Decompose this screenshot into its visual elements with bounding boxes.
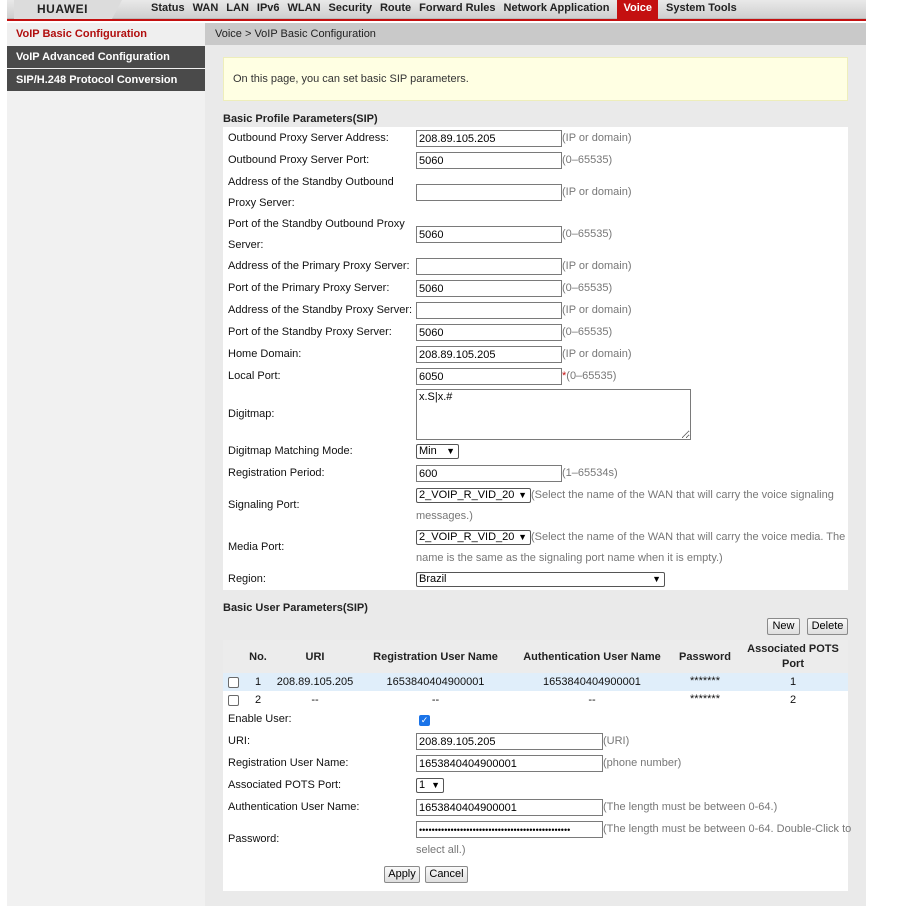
local-port-input[interactable] — [416, 368, 562, 385]
chevron-down-icon: ▼ — [518, 532, 527, 542]
primary-proxy-address-input[interactable] — [416, 258, 562, 275]
outbound-proxy-port-label: Outbound Proxy Server Port: — [228, 154, 370, 166]
registration-user-row — [223, 753, 848, 774]
nav-voice[interactable]: Voice — [617, 0, 658, 19]
signaling-port-row — [223, 485, 848, 527]
digitmap-textarea[interactable] — [416, 389, 691, 440]
password-input[interactable] — [416, 821, 603, 838]
uri-label: URI: — [228, 735, 250, 747]
local-port-hint-wrap — [562, 366, 616, 387]
sidebar-item-protocol-conversion[interactable]: SIP/H.248 Protocol Conversion — [7, 69, 205, 91]
row-select-checkbox[interactable] — [228, 677, 239, 688]
nav-system-tools[interactable]: System Tools — [666, 2, 737, 14]
row-no: 2 — [254, 694, 262, 706]
registration-user-hint: (phone number) — [603, 757, 682, 769]
standby-outbound-address-input[interactable] — [416, 184, 562, 201]
nav-route[interactable]: Route — [379, 2, 412, 14]
registration-user-input[interactable] — [416, 755, 603, 772]
authentication-user-hint: (The length must be between 0-64.) — [603, 801, 778, 813]
authentication-user-row — [223, 797, 848, 818]
delete-button[interactable]: Delete — [807, 618, 848, 635]
enable-user-row — [223, 709, 848, 730]
row-authentication-user: 1653840404900001 — [543, 676, 641, 688]
nav-wan[interactable]: WAN — [192, 2, 219, 14]
home-domain-row — [223, 344, 848, 365]
digitmap-row — [223, 388, 848, 441]
outbound-proxy-port-row — [223, 150, 848, 171]
password-label: Password: — [228, 833, 280, 845]
digitmap-mode-select[interactable] — [416, 444, 459, 459]
chevron-down-icon: ▼ — [652, 574, 661, 584]
row-uri: -- — [311, 694, 319, 706]
table-row[interactable] — [223, 691, 848, 709]
nav-accent-line — [7, 19, 866, 21]
col-authentication-user: Authentication User Name — [523, 651, 661, 663]
nav-network-application[interactable]: Network Application — [503, 2, 610, 14]
password-row — [223, 819, 852, 861]
standby-outbound-address-label-cont: Proxy Server: — [228, 197, 295, 209]
breadcrumb: Voice > VoIP Basic Configuration — [205, 23, 866, 45]
registration-period-label: Registration Period: — [228, 467, 325, 479]
password-hint-cont: select all.) — [416, 844, 466, 856]
nav-lan[interactable]: LAN — [226, 2, 249, 14]
media-port-label: Media Port: — [228, 541, 285, 553]
row-password: ******* — [690, 675, 720, 687]
outbound-proxy-port-input[interactable] — [416, 152, 562, 169]
registration-user-label: Registration User Name: — [228, 757, 349, 769]
row-authentication-user: -- — [588, 694, 596, 706]
standby-outbound-port-input[interactable] — [416, 226, 562, 243]
col-pots: Associated POTS — [747, 643, 839, 655]
logo-divider — [112, 0, 122, 19]
profile-panel — [223, 127, 848, 590]
standby-outbound-port-row — [223, 214, 848, 256]
outbound-proxy-address-input[interactable] — [416, 130, 562, 147]
sidebar — [7, 23, 205, 906]
nav-security[interactable]: Security — [328, 2, 372, 14]
pots-port-select[interactable] — [416, 778, 444, 793]
row-select-checkbox[interactable] — [228, 695, 239, 706]
standby-proxy-port-input[interactable] — [416, 324, 562, 341]
primary-proxy-port-hint: (0–65535) — [562, 282, 613, 294]
main-nav — [147, 0, 741, 19]
standby-outbound-port-label: Port of the Standby Outbound Proxy — [228, 218, 405, 230]
row-pots: 2 — [789, 694, 797, 706]
chevron-down-icon: ▼ — [446, 446, 455, 456]
row-no: 1 — [254, 676, 262, 688]
standby-outbound-port-label-cont: Server: — [228, 239, 264, 251]
nav-wlan[interactable]: WLAN — [287, 2, 321, 14]
info-banner: On this page, you can set basic SIP parameters. — [223, 57, 848, 101]
col-uri: URI — [305, 651, 325, 663]
authentication-user-input[interactable] — [416, 799, 603, 816]
outbound-proxy-port-hint: (0–65535) — [562, 154, 613, 166]
row-registration-user: 1653840404900001 — [386, 676, 485, 688]
registration-period-input[interactable] — [416, 465, 562, 482]
top-nav-bar — [7, 0, 866, 19]
enable-user-label: Enable User: — [228, 713, 292, 725]
outbound-proxy-address-hint: (IP or domain) — [562, 132, 632, 144]
standby-proxy-address-hint: (IP or domain) — [562, 304, 632, 316]
chevron-down-icon: ▼ — [518, 490, 527, 500]
local-port-row — [223, 366, 848, 387]
uri-input[interactable] — [416, 733, 603, 750]
pots-port-label: Associated POTS Port: — [228, 779, 342, 791]
primary-proxy-port-label: Port of the Primary Proxy Server: — [228, 282, 390, 294]
standby-proxy-port-row — [223, 322, 848, 343]
home-domain-input[interactable] — [416, 346, 562, 363]
signaling-port-value: 2_VOIP_R_VID_20 — [419, 489, 515, 501]
standby-outbound-address-row — [223, 172, 848, 214]
media-port-row — [223, 527, 848, 569]
col-password: Password — [679, 651, 731, 663]
col-pots-cont: Port — [782, 658, 804, 670]
standby-outbound-port-hint: (0–65535) — [562, 228, 613, 240]
authentication-user-label: Authentication User Name: — [228, 801, 360, 813]
row-uri: 208.89.105.205 — [276, 676, 354, 688]
new-button[interactable]: New — [767, 618, 800, 635]
signaling-port-hint: (Select the name of the WAN that will carry the voice signaling — [531, 489, 834, 501]
home-domain-hint: (IP or domain) — [562, 348, 632, 360]
profile-section-title: Basic Profile Parameters(SIP) — [223, 113, 378, 125]
region-value: Brazil — [419, 573, 447, 585]
password-hint: (The length must be between 0-64. Double-Click to — [603, 823, 852, 835]
required-marker: * — [562, 370, 567, 382]
standby-proxy-port-hint: (0–65535) — [562, 326, 613, 338]
pots-port-value: 1 — [419, 779, 426, 791]
digitmap-mode-row — [223, 441, 848, 462]
media-port-hint: (Select the name of the WAN that will carry the voice media. The — [531, 531, 846, 543]
media-port-value: 2_VOIP_R_VID_20 — [419, 531, 515, 543]
table-row[interactable] — [223, 673, 848, 691]
standby-proxy-address-row — [223, 300, 848, 321]
region-select[interactable] — [416, 572, 665, 587]
signaling-port-hint-cont: messages.) — [416, 510, 473, 522]
nav-status[interactable]: Status — [151, 2, 185, 14]
signaling-port-select[interactable] — [416, 488, 531, 503]
primary-proxy-address-hint: (IP or domain) — [562, 260, 632, 272]
sidebar-item-voip-advanced[interactable]: VoIP Advanced Configuration — [7, 46, 205, 68]
region-row — [223, 569, 848, 590]
enable-user-checkbox[interactable]: ✓ — [420, 715, 429, 725]
primary-proxy-address-row — [223, 256, 848, 277]
digitmap-mode-label: Digitmap Matching Mode: — [228, 445, 353, 457]
users-panel — [223, 640, 852, 891]
home-domain-label: Home Domain: — [228, 348, 302, 360]
primary-proxy-port-input[interactable] — [416, 280, 562, 297]
registration-period-hint: (1–65534s) — [562, 467, 618, 479]
local-port-hint: (0–65535) — [566, 370, 617, 382]
nav-ipv6[interactable]: IPv6 — [256, 2, 280, 14]
col-registration-user: Registration User Name — [373, 651, 498, 663]
standby-proxy-address-input[interactable] — [416, 302, 562, 319]
main-content — [205, 23, 866, 906]
primary-proxy-port-row — [223, 278, 848, 299]
huawei-logo: HUAWEI — [14, 0, 112, 19]
row-password: ******* — [690, 693, 720, 705]
col-no: No. — [249, 651, 267, 663]
pots-port-row — [223, 775, 848, 796]
uri-hint: (URI) — [603, 735, 630, 747]
row-pots: 1 — [789, 676, 797, 688]
apply-button[interactable]: Apply — [384, 866, 420, 883]
signaling-port-label: Signaling Port: — [228, 499, 300, 511]
chevron-down-icon: ▼ — [431, 780, 440, 790]
row-registration-user: -- — [431, 694, 440, 706]
standby-proxy-address-label: Address of the Standby Proxy Server: — [228, 304, 413, 316]
primary-proxy-address-label: Address of the Primary Proxy Server: — [228, 260, 410, 272]
standby-outbound-address-label: Address of the Standby Outbound — [228, 176, 394, 188]
users-table-header — [223, 640, 848, 673]
cancel-button[interactable]: Cancel — [425, 866, 468, 883]
region-label: Region: — [228, 573, 266, 585]
sidebar-item-voip-basic[interactable]: VoIP Basic Configuration — [7, 23, 205, 45]
outbound-proxy-address-row — [223, 128, 848, 149]
outbound-proxy-address-label: Outbound Proxy Server Address: — [228, 132, 389, 144]
local-port-label: Local Port: — [228, 370, 281, 382]
media-port-hint-cont: name is the same as the signaling port name when it is empty.) — [416, 552, 723, 564]
standby-proxy-port-label: Port of the Standby Proxy Server: — [228, 326, 392, 338]
users-section-title: Basic User Parameters(SIP) — [223, 602, 368, 614]
standby-outbound-address-hint: (IP or domain) — [562, 186, 632, 198]
registration-period-row — [223, 463, 848, 484]
digitmap-label: Digitmap: — [228, 408, 275, 420]
digitmap-mode-value: Min — [419, 445, 437, 457]
media-port-select[interactable] — [416, 530, 531, 545]
nav-forward-rules[interactable]: Forward Rules — [419, 2, 496, 14]
uri-row — [223, 731, 848, 752]
